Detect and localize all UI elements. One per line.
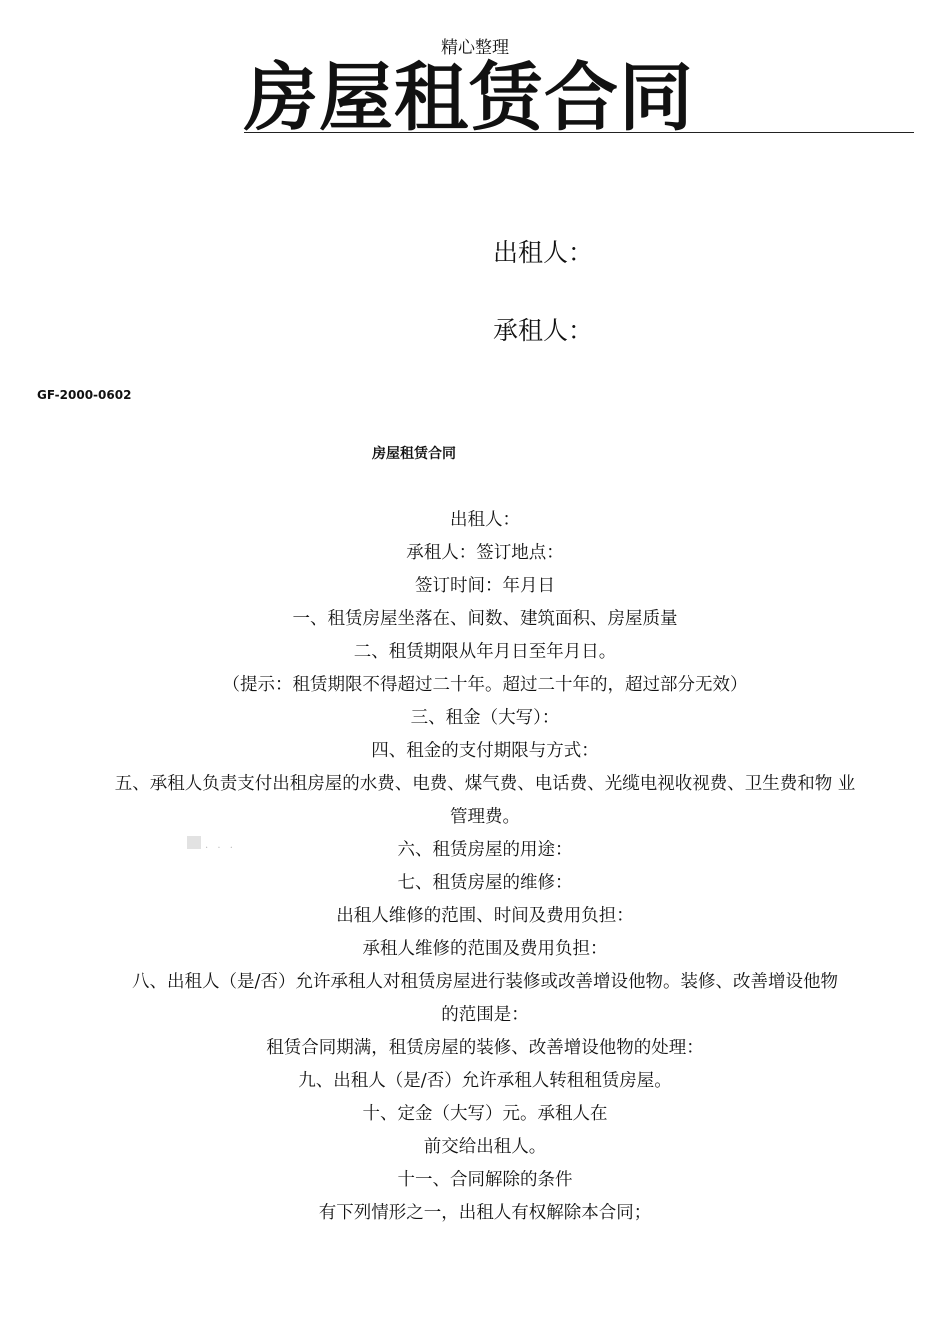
contract-subtitle: 房屋租赁合同 xyxy=(372,446,456,462)
body-line: 七、租赁房屋的维修： xyxy=(397,873,573,893)
body-line: 签订时间：年月日 xyxy=(415,576,555,596)
body-line: 管理费。 xyxy=(450,807,520,827)
body-line: 的范围是： xyxy=(441,1005,529,1025)
cover-title: 房屋租赁合同 xyxy=(244,55,694,141)
body-line: 九、出租人（是/否）允许承租人转租租赁房屋。 xyxy=(298,1071,672,1091)
body-line: 四、租金的支付期限与方式： xyxy=(371,741,599,761)
header-note: 精心整理 xyxy=(441,38,509,58)
body-line: 五、承租人负责支付出租房屋的水费、电费、煤气费、电话费、光缆电视收视费、卫生费和物 业 xyxy=(114,774,856,794)
body-line: 前交给出租人。 xyxy=(423,1137,547,1157)
cover-lessor-label: 出租人： xyxy=(493,238,594,267)
scan-dots: . . . xyxy=(205,840,236,851)
body-line: 一、租赁房屋坐落在、间数、建筑面积、房屋质量 xyxy=(292,609,678,629)
body-line: 八、出租人（是/否）允许承租人对租赁房屋进行装修或改善增设他物。装修、改善增设他物 xyxy=(132,972,838,992)
body-line: 十、定金（大写）元。承租人在 xyxy=(362,1104,608,1124)
contract-body xyxy=(60,504,910,1230)
cover-lessee-label: 承租人： xyxy=(493,316,594,345)
body-line: （提示：租赁期限不得超过二十年。超过二十年的，超过部分无效） xyxy=(222,675,748,695)
body-line: 六、租赁房屋的用途： xyxy=(397,840,573,860)
form-code: GF-2000-0602 xyxy=(37,388,132,402)
title-underline xyxy=(244,132,914,133)
body-line: 十一、合同解除的条件 xyxy=(397,1170,573,1190)
body-line: 租赁合同期满，租赁房屋的装修、改善增设他物的处理： xyxy=(266,1038,704,1058)
body-line: 三、租金（大写）： xyxy=(410,708,560,728)
body-line: 二、租赁期限从年月日至年月日。 xyxy=(353,642,617,662)
body-line: 有下列情形之一，出租人有权解除本合同； xyxy=(318,1203,652,1223)
body-line: 承租人维修的范围及费用负担： xyxy=(362,939,608,959)
body-line: 出租人维修的范围、时间及费用负担： xyxy=(336,906,634,926)
body-line: 出租人： xyxy=(450,510,520,530)
body-line: 承租人：签订地点： xyxy=(406,543,564,563)
